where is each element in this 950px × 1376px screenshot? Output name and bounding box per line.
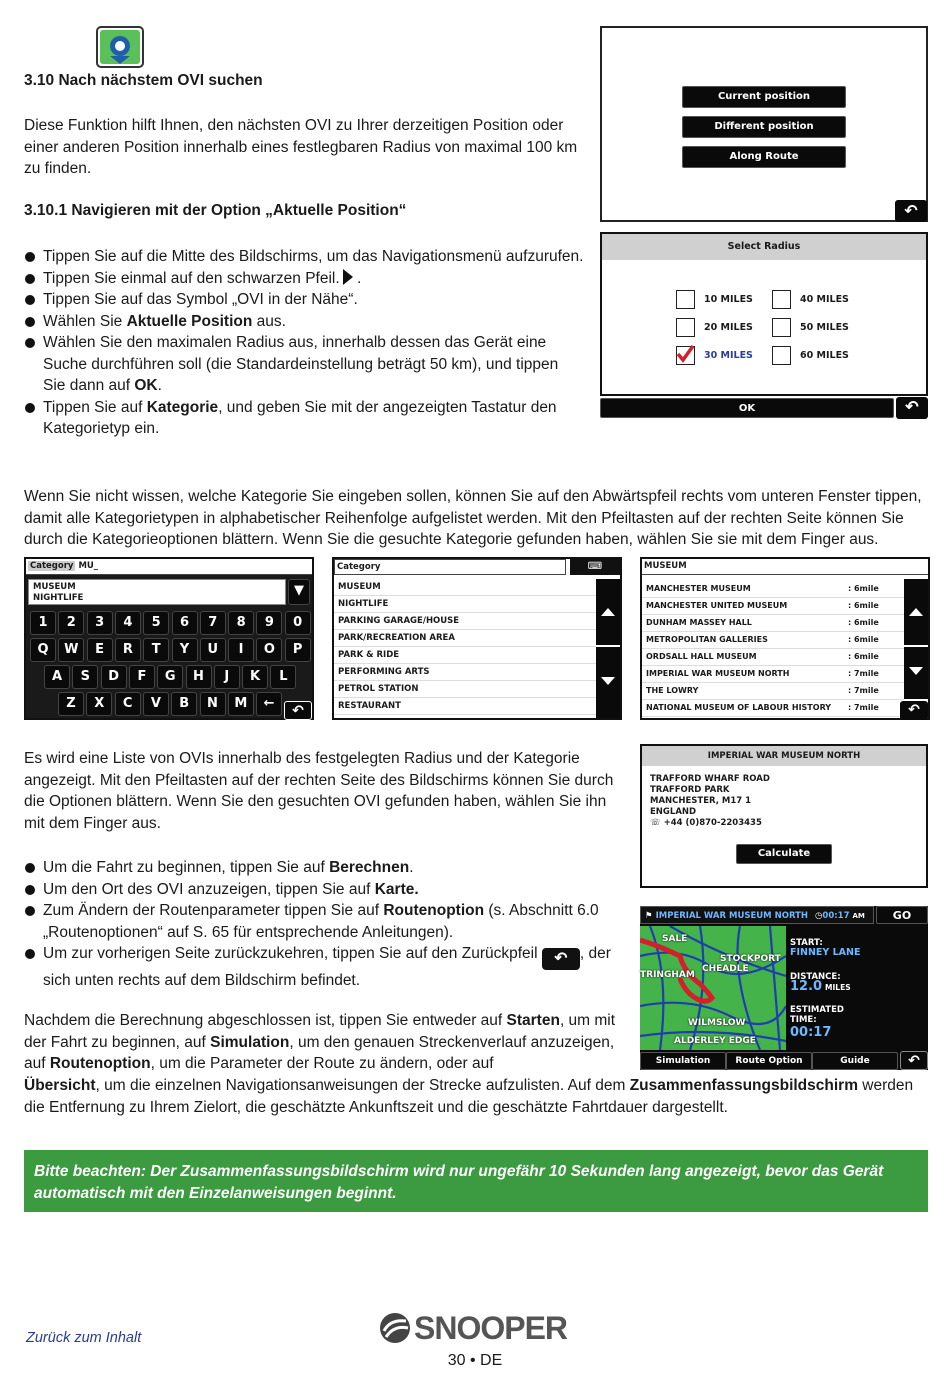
detail-address [650,774,770,829]
snooper-logo [378,1308,567,1348]
destination-name: IMPERIAL WAR MUSEUM NORTH [655,911,809,921]
result-distance: : 7mile [848,703,879,712]
list-item[interactable]: PARK & RIDE [334,647,596,664]
map-header [640,906,874,924]
map-place-label: CHEADLE [702,964,749,974]
key[interactable]: W [58,638,84,662]
category-field-value: MU_ [78,561,99,571]
eta-label: ESTIMATED TIME: [790,1005,844,1025]
key[interactable]: B [171,692,197,716]
radius-option-label: 20 MILES [704,322,753,333]
list-item: Um die Fahrt zu beginnen, tippen Sie auf Berechnen. [24,857,612,879]
key[interactable]: 6 [172,611,198,635]
list-item[interactable]: RESTAURANT [334,698,596,715]
list-item: Zum Ändern der Routenparameter tippen Sie auf Routenoption (s. Abschnitt 6.0 „Routenoptionen“ auf S. 65 für entsprechende Anleitungen). [24,900,612,943]
checkmark-icon [676,345,694,363]
key[interactable]: A [44,665,70,689]
checkbox-40-miles[interactable] [772,290,791,309]
map-place-label: TRINGHAM [640,970,695,980]
result-name: DUNHAM MASSEY HALL [646,618,752,627]
back-button[interactable]: ↶ [896,397,928,419]
result-name: NATIONAL MUSEUM OF LABOUR HISTORY [646,703,832,712]
radius-option-label: 40 MILES [800,294,849,305]
result-name: METROPOLITAN GALLERIES [646,635,768,644]
detail-screen [640,744,928,888]
flag-icon: ⚑ [645,911,653,921]
key[interactable]: 5 [143,611,169,635]
key[interactable]: H [186,665,212,689]
summary-paragraph: Nachdem die Berechnung abgeschlossen ist, tippen Sie entweder auf Starten, um mit der Fahrt zu beginnen, auf Simulation, um den genauen Streckenverlauf anzuzeigen, auf Routenoption, um die Parameter der Route zu ändern, oder auf [24,1012,616,1072]
back-arrow-icon: ↶ [542,948,580,970]
list-item[interactable] [642,615,904,632]
category-field[interactable] [26,559,312,575]
steps-list-1 [24,246,584,440]
clock-time: 00:17 [822,911,850,921]
map-place-label: STOCKPORT [720,954,781,964]
results-title: MUSEUM [642,559,928,575]
category-field-label: Category [30,561,74,571]
result-distance: : 6mile [848,618,879,627]
key[interactable]: ← [256,692,282,716]
list-item[interactable] [642,666,904,683]
suggestion-item[interactable]: NIGHTLIFE [33,593,84,603]
radius-title: Select Radius [602,234,926,260]
result-distance: : 6mile [848,652,879,661]
list-item: Wählen Sie Aktuelle Position aus. [24,311,584,333]
list-item[interactable]: PERFORMING ARTS [334,664,596,681]
result-name: IMPERIAL WAR MUSEUM NORTH [646,669,790,678]
simulation-button[interactable]: Simulation [640,1052,726,1070]
back-to-contents-link[interactable]: Zurück zum Inhalt [26,1330,142,1346]
list-item[interactable]: PARKING GARAGE/HOUSE [334,613,596,630]
map-places [640,926,786,1050]
page-number: 30 • DE [447,1352,503,1369]
keyboard-icon[interactable]: ⌨ [570,559,620,575]
snooper-swirl-icon [378,1311,412,1345]
map-place-label: ALDERLEY EDGE [674,1036,756,1046]
key[interactable]: M [228,692,254,716]
key[interactable]: S [72,665,98,689]
list-item: Tippen Sie auf die Mitte des Bildschirms, um das Navigationsmenü aufzurufen. [24,246,584,268]
map-summary-screen [640,906,928,1070]
ovi-nearby-icon [96,26,144,68]
address-line: TRAFFORD PARK [650,785,730,795]
key[interactable]: O [256,638,282,662]
result-name: MANCHESTER UNITED MUSEUM [646,601,788,610]
suggestion-list [28,579,286,605]
result-distance: : 7mile [848,669,879,678]
distance-value: 12.0 [790,979,823,994]
eta-value: 00:17 [790,1025,832,1040]
route-option-button[interactable]: Route Option [726,1052,812,1070]
result-name: MANCHESTER MUSEUM [646,584,751,593]
category-screen [332,557,622,720]
result-distance: : 6mile [848,584,879,593]
key[interactable]: N [200,692,226,716]
brand-name: SNOOPER [414,1309,568,1346]
list-item[interactable] [642,632,904,649]
checkbox-20-miles[interactable] [676,318,695,337]
key[interactable]: U [200,638,226,662]
radius-option-label: 50 MILES [800,322,849,333]
checkbox-30-miles-checked[interactable] [676,346,695,365]
key[interactable]: 4 [115,611,141,635]
key[interactable]: 0 [285,611,311,635]
result-distance: : 7mile [848,686,879,695]
list-item[interactable] [642,649,904,666]
radius-option-label: 30 MILES [704,350,753,361]
list-item[interactable] [642,700,904,717]
list-item: Tippen Sie auf Kategorie, und geben Sie mit der angezeigten Tastatur den Kategorietyp ein. [24,397,584,440]
suggestion-item[interactable]: MUSEUM [33,582,76,592]
go-button[interactable]: GO [876,906,928,924]
key[interactable]: R [115,638,141,662]
clock-ampm: AM [852,912,865,920]
key[interactable]: 2 [58,611,84,635]
calculate-button[interactable]: Calculate [736,844,832,864]
key[interactable]: X [86,692,112,716]
key[interactable]: G [157,665,183,689]
scroll-up-button[interactable] [596,579,620,645]
key[interactable]: J [214,665,240,689]
key[interactable]: 1 [30,611,56,635]
key[interactable]: T [143,638,169,662]
category-list [334,579,596,715]
key[interactable]: Y [172,638,198,662]
list-item: Wählen Sie den maximalen Radius aus, innerhalb dessen das Gerät eine Suche durchführen soll (die Standardeinstellung beträgt 50 km), und tippen Sie dann auf OK. [24,332,584,397]
radius-option-label: 10 MILES [704,294,753,305]
list-item[interactable]: PARK/RECREATION AREA [334,630,596,647]
guide-button[interactable]: Guide [812,1052,898,1070]
back-button[interactable]: ↶ [895,200,927,222]
key[interactable]: 3 [87,611,113,635]
detail-title: IMPERIAL WAR MUSEUM NORTH [642,746,926,766]
list-item[interactable]: NIGHTLIFE [334,596,596,613]
key[interactable]: Q [30,638,56,662]
phone-number: +44 (0)870-2203435 [663,818,762,828]
scroll-up-button[interactable] [904,579,928,645]
key[interactable]: 9 [256,611,282,635]
address-line: TRAFFORD WHARF ROAD [650,774,770,784]
current-position-button[interactable]: Current position [682,86,846,108]
radius-option-label: 60 MILES [800,350,849,361]
key[interactable]: Z [58,692,84,716]
key[interactable]: P [285,638,311,662]
list-paragraph: Es wird eine Liste von OVIs innerhalb des festgelegten Radius und der Kategorie angezeigt. Mit den Pfeiltasten auf der rechten Seite des Bildschirms können Sie durch die Optionen blättern. Wenn Sie den gesuchten OVI gefunden haben, wählen Sie ihn mit dem Finger aus. [24,750,614,832]
key[interactable]: C [115,692,141,716]
result-distance: : 6mile [848,601,879,610]
result-distance: : 6mile [848,635,879,644]
result-name: ORDSALL HALL MUSEUM [646,652,757,661]
list-item[interactable] [642,598,904,615]
address-line: MANCHESTER, M17 1 [650,796,752,806]
category-paragraph: Wenn Sie nicht wissen, welche Kategorie Sie eingeben sollen, können Sie auf den Abwärtspfeil rechts vom unteren Fenster tippen, damit alle Kategorietypen in alphabetischer Reihenfolge aufgelistet werden. Mit den Pfeiltasten auf der rechten Seite können Sie durch die Kategorieoptionen blättern. Wenn Sie die gesuchte Kategorie gefunden haben, wählen Sie sie mit dem Finger aus. [24,488,922,548]
back-button[interactable]: ↶ [284,701,312,720]
key[interactable]: D [101,665,127,689]
position-screen [600,26,928,222]
list-item: Um zur vorherigen Seite zurückzukehren, tippen Sie auf den Zurückpfeil ↶ , der sich unten rechts auf dem Bildschirm befindet. [24,943,612,992]
results-list [642,581,904,717]
summary-panel [790,938,870,1038]
along-route-button[interactable]: Along Route [682,146,846,168]
scroll-down-button[interactable] [596,647,620,718]
keyboard-screen [24,557,314,720]
key[interactable]: 7 [200,611,226,635]
checkbox-10-miles[interactable] [676,290,695,309]
scroll-down-button[interactable] [904,647,928,699]
list-item: Um den Ort des OVI anzuzeigen, tippen Sie auf Karte. [24,879,612,901]
key[interactable]: I [228,638,254,662]
dropdown-key[interactable]: ▼ [288,579,310,605]
key[interactable]: F [129,665,155,689]
phone-icon: ☏ [650,818,661,828]
list-item[interactable] [642,581,904,598]
section-intro: Diese Funktion hilft Ihnen, den nächsten OVI zu Ihrer derzeitigen Position oder einer anderen Position innerhalb eines festlegbaren Radius von maximal 100 km zu finden. [24,117,578,177]
ok-button[interactable]: OK [600,398,894,418]
key[interactable]: V [143,692,169,716]
result-name: THE LOWRY [646,686,699,695]
back-button[interactable]: ↶ [900,701,928,720]
steps-list-2 [24,857,612,992]
list-item: Tippen Sie einmal auf den schwarzen Pfeil. . [24,268,584,290]
key[interactable]: L [270,665,296,689]
black-arrow-icon [343,269,353,285]
key[interactable]: K [242,665,268,689]
key[interactable]: E [87,638,113,662]
clock-icon: ◷ [815,911,823,921]
map-place-label: SALE [662,934,688,944]
list-item[interactable] [642,683,904,700]
list-item[interactable]: MUSEUM [334,579,596,596]
start-value: FINNEY LANE [790,947,861,958]
sub-heading: 3.10.1 Navigieren mit der Option „Aktuelle Position“ [24,202,407,219]
results-screen [640,557,930,720]
back-button[interactable]: ↶ [900,1051,928,1070]
start-label: START: [790,938,823,948]
list-item[interactable]: PETROL STATION [334,681,596,698]
list-item: Tippen Sie auf das Symbol „OVI in der Nähe“. [24,289,584,311]
note-box: Bitte beachten: Der Zusammenfassungsbildschirm wird nur ungefähr 10 Sekunden lang angezeigt, bevor das Gerät automatisch mit den Einzelanweisungen beginnt. [24,1150,928,1212]
summary-paragraph-cont: Übersicht, um die einzelnen Navigationsanweisungen der Strecke aufzulisten. Auf dem Zusammenfassungsbildschirm werden die Entfernung zu Ihrem Zielort, die geschätzte Ankunftszeit und die geschätzte Fahrtdauer dargestellt. [24,1077,914,1116]
different-position-button[interactable]: Different position [682,116,846,138]
key[interactable]: 8 [228,611,254,635]
distance-unit: MILES [825,983,851,992]
radius-screen [600,232,928,396]
distance-label: DISTANCE: [790,972,841,982]
map-place-label: WILMSLOW [688,1018,746,1028]
category-field[interactable]: Category [334,559,566,575]
checkbox-50-miles[interactable] [772,318,791,337]
section-heading: 3.10 Nach nächstem OVI suchen [24,72,263,89]
checkbox-60-miles[interactable] [772,346,791,365]
address-line: ENGLAND [650,807,697,817]
